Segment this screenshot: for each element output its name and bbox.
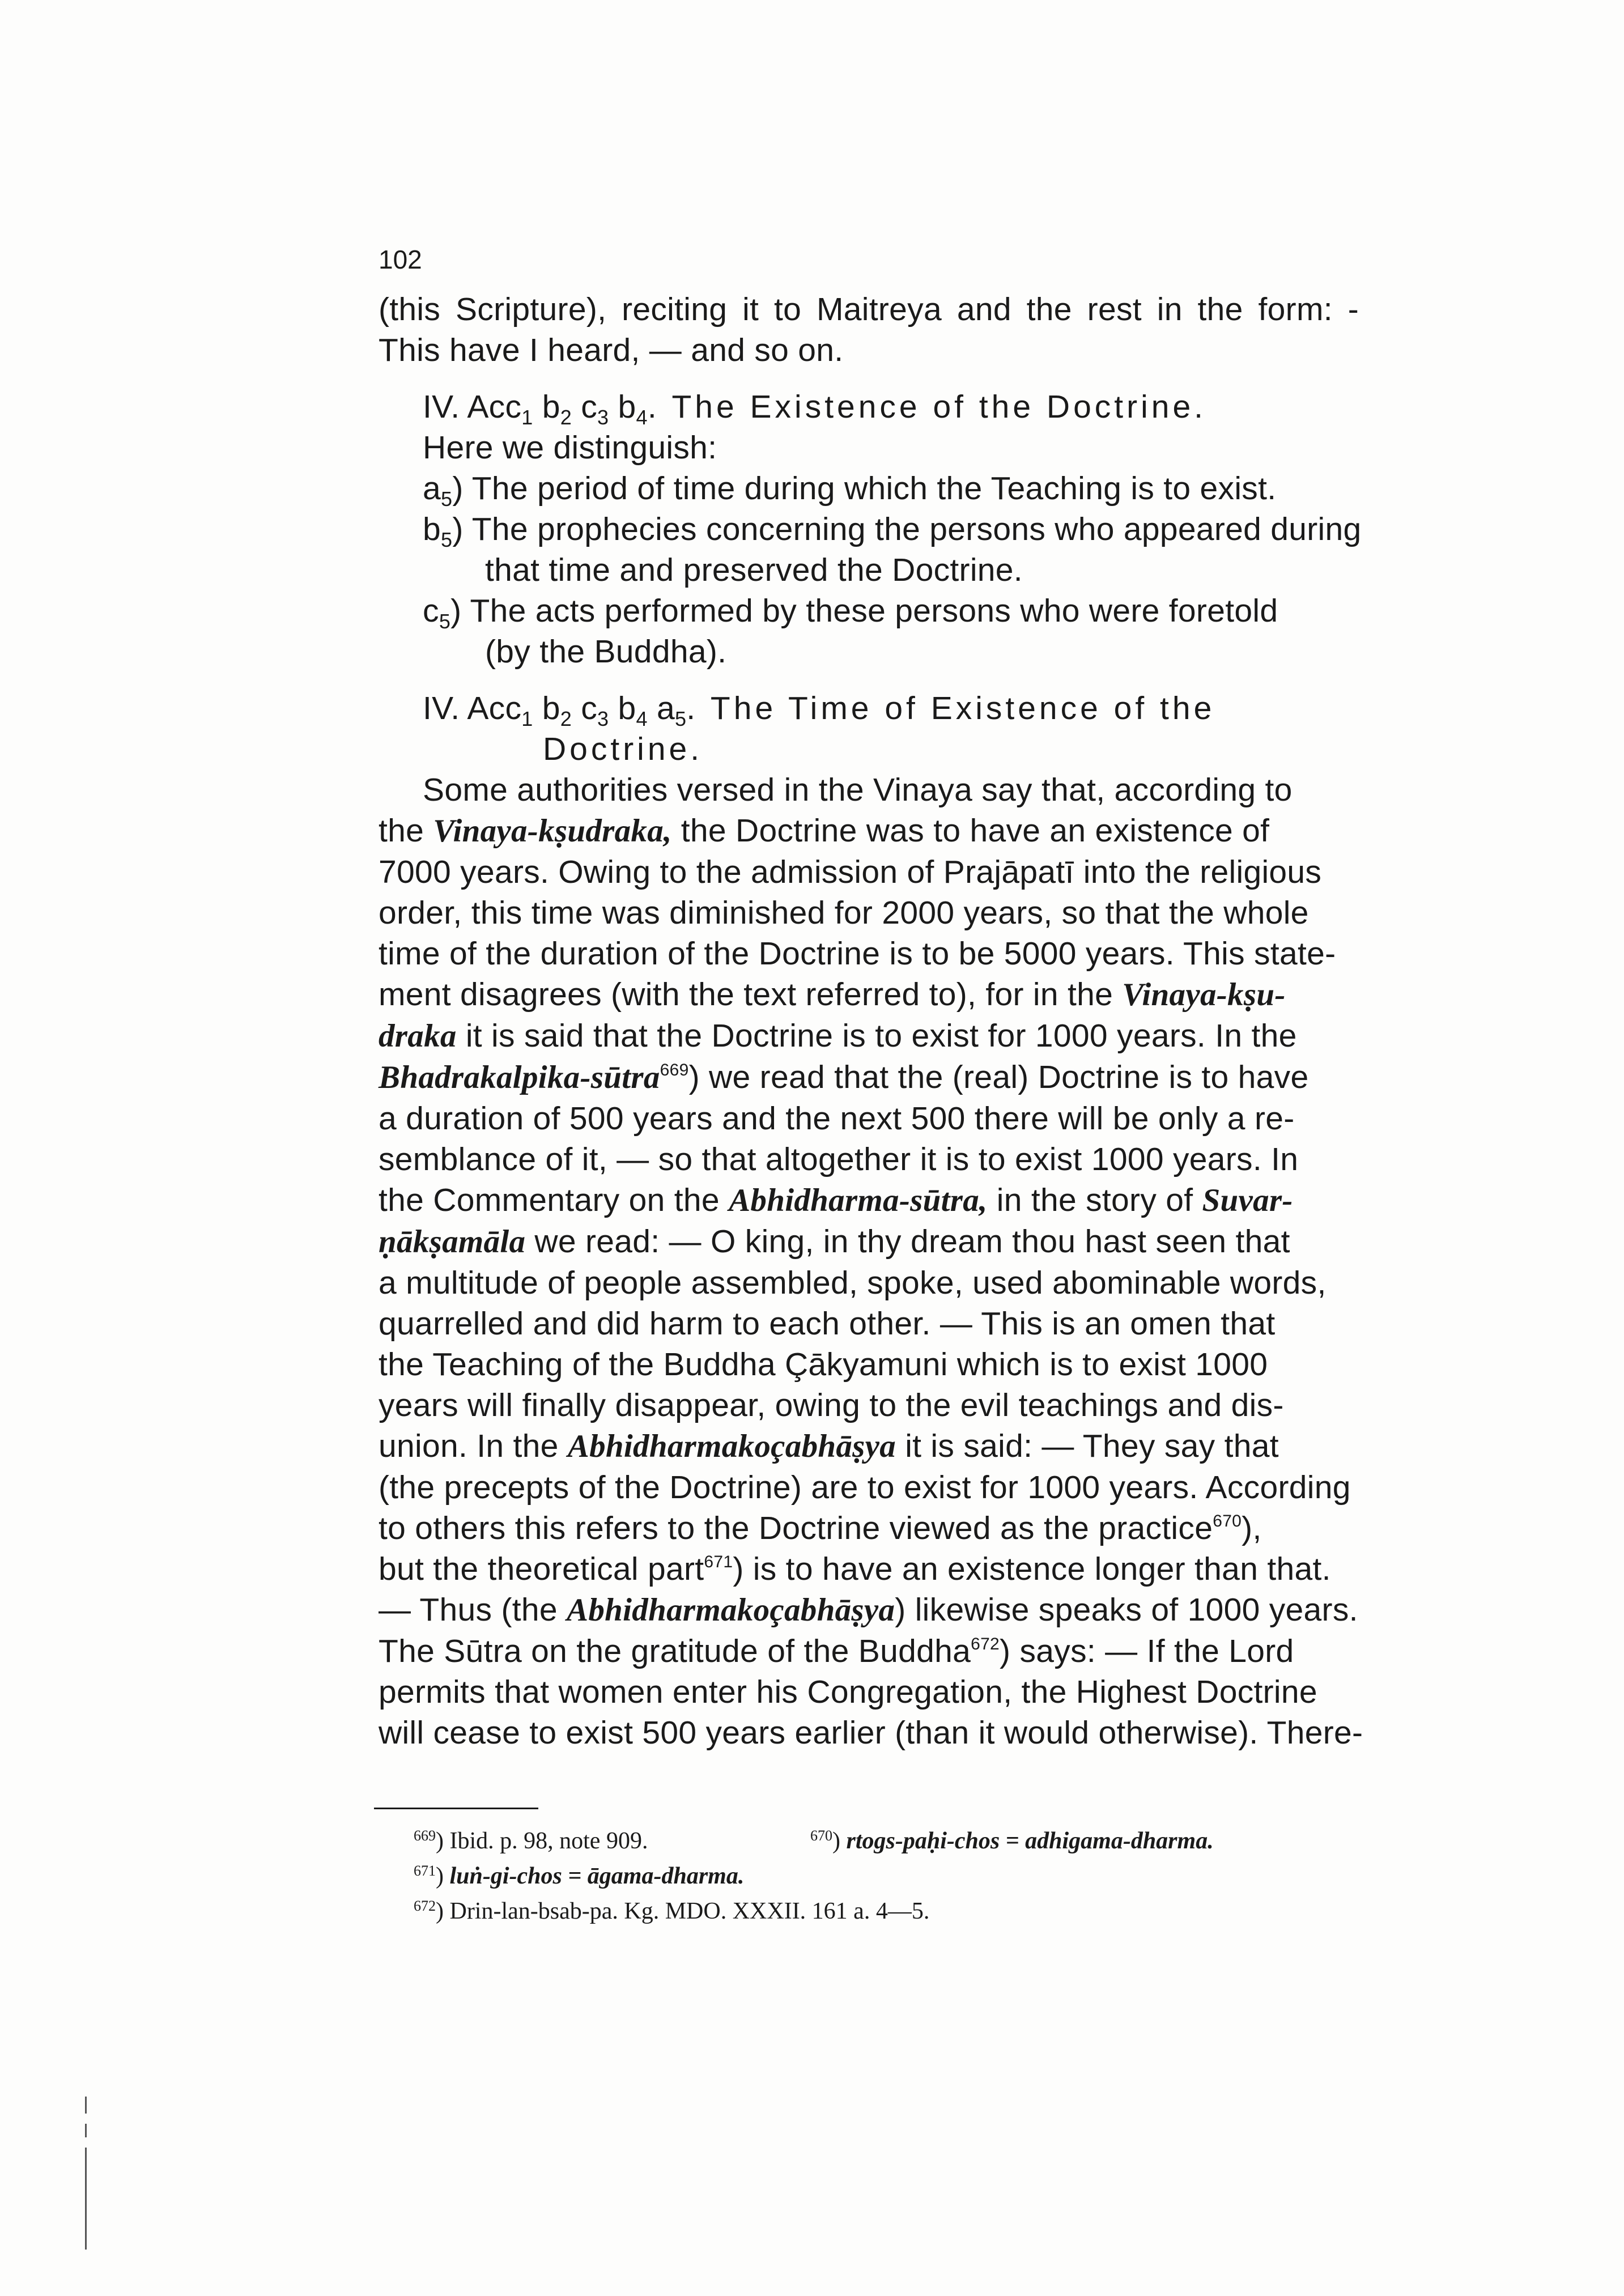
heading-part: b	[609, 690, 636, 726]
subscript: 1	[521, 406, 533, 429]
text-line: quarrelled and did harm to each other. — This is an omen that	[379, 1306, 1276, 1342]
subscript: 5	[439, 610, 451, 633]
text-line	[379, 810, 1359, 852]
text-line: (the precepts of the Doctrine) are to exist for 1000 years. According	[379, 1469, 1351, 1506]
footnote-text: ) Drin-lan-bsab-pa. Kg. MDO. XXXII. 161 a. 4—5.	[436, 1898, 930, 1924]
text-line	[379, 1589, 1359, 1631]
subscript: 4	[636, 406, 648, 429]
text-line: a duration of 500 years and the next 500 there will be only a re-	[379, 1100, 1295, 1137]
footnote-number: 672	[414, 1898, 436, 1914]
list-text-cont: that time and preserved the Doctrine.	[485, 552, 1023, 588]
text-line: time of the duration of the Doctrine is to be 5000 years. This state-	[379, 936, 1336, 972]
subscript: 2	[560, 406, 572, 429]
subscript: 3	[597, 707, 609, 730]
text-part: union. In the	[379, 1428, 568, 1464]
subscript: 2	[560, 707, 572, 730]
footnote-divider	[374, 1808, 538, 1809]
footnote-ref: 672	[971, 1635, 1000, 1653]
text-part: ),	[1242, 1510, 1262, 1546]
heading-part: IV. Acc	[423, 389, 522, 425]
list-text: ) The acts performed by these persons who were foretold	[450, 593, 1278, 629]
margin-mark	[85, 2097, 87, 2114]
list-item-b5	[379, 509, 1362, 551]
footnote-number: 669	[414, 1827, 436, 1844]
text-part: ment disagrees (with the text referred to), for in the	[379, 976, 1123, 1013]
text-part: The Sūtra on the gratitude of the Buddha	[379, 1633, 971, 1669]
text-line: the Teaching of the Buddha Çākyamuni which is to exist 1000	[379, 1346, 1268, 1383]
book-title: Bhadrakalpika-sūtra	[379, 1060, 660, 1095]
footnotes	[414, 1823, 1377, 1929]
text-part: — Thus (the	[379, 1592, 567, 1628]
list-item-a5	[379, 468, 1359, 509]
footnote-669	[414, 1828, 648, 1854]
body-text	[379, 289, 1363, 1753]
heading-part: b	[533, 389, 560, 425]
heading-part: a	[647, 690, 675, 726]
text-part: to others this refers to the Doctrine viewed as the practice	[379, 1510, 1213, 1546]
book-title: Abhidharmakoçabhāṣya	[567, 1592, 895, 1628]
subscript: 1	[521, 707, 533, 730]
list-text-cont: (by the Buddha).	[485, 633, 727, 670]
spacer	[379, 672, 1359, 688]
text-part: it is said that the Doctrine is to exist for 1000 years. In the	[456, 1018, 1297, 1054]
footnote-ref: 669	[660, 1061, 689, 1079]
text-part: it is said: — They say that	[896, 1428, 1279, 1464]
text-line: will cease to exist 500 years earlier (than it would otherwise). There-	[379, 1715, 1363, 1751]
footnote-ref: 670	[1213, 1512, 1242, 1530]
text-part: but the theoretical part	[379, 1551, 704, 1587]
text-line: Here we distinguish:	[423, 430, 717, 466]
footnote-ref: 671	[704, 1553, 733, 1571]
text-line: (this Scripture), reciting it to Maitreya and the rest in the form: -	[379, 291, 1359, 328]
heading-part: b	[533, 690, 560, 726]
subscript: 5	[674, 707, 687, 730]
text-part: ) is to have an existence longer than that.	[733, 1551, 1331, 1587]
text-part: the Commentary on the	[379, 1182, 729, 1218]
footnote-text: )	[436, 1863, 450, 1889]
book-title: Suvar-	[1202, 1183, 1293, 1218]
text-line	[379, 974, 1359, 1015]
section-heading	[379, 386, 1359, 427]
book-title: Vinaya-kṣudraka,	[433, 813, 672, 849]
text-part: ) we read that the (real) Doctrine is to have	[688, 1059, 1309, 1095]
margin-mark	[85, 2148, 87, 2250]
text-line	[379, 1549, 1359, 1589]
text-line: semblance of it, — so that altogether it is to exist 1000 years. In	[379, 1141, 1299, 1177]
footnote-text: ) Ibid. p. 98, note 909.	[436, 1828, 648, 1854]
heading-title: . The Time of Existence of the	[686, 690, 1215, 726]
text-part: the	[379, 813, 433, 849]
footnote-number: 670	[810, 1827, 832, 1844]
text-line: permits that women enter his Congregation, the Highest Doctrine	[379, 1674, 1317, 1710]
heading-part: c	[572, 690, 598, 726]
text-line	[379, 1057, 1359, 1098]
footnote-672	[414, 1894, 1377, 1929]
text-line: years will finally disappear, owing to the evil teachings and dis-	[379, 1387, 1284, 1423]
text-part: we read: — O king, in thy dream thou hast seen that	[525, 1223, 1290, 1260]
footnote-term: rtogs-paḥi-chos = adhigama-dharma.	[846, 1828, 1214, 1854]
text-line: order, this time was diminished for 2000 years, so that the whole	[379, 895, 1309, 931]
text-line: 7000 years. Owing to the admission of Prajāpatī into the religious	[379, 854, 1322, 890]
subscript: 3	[597, 406, 609, 429]
footnote-row	[414, 1823, 1377, 1859]
text-part: in the story of	[987, 1182, 1202, 1218]
list-item-c5	[379, 590, 1359, 631]
footnote-text: )	[832, 1828, 847, 1854]
footnote-term: luṅ-gi-chos = āgama-dharma.	[449, 1863, 745, 1889]
text-line	[379, 1631, 1359, 1672]
text-line	[379, 1015, 1359, 1057]
list-marker: b	[423, 511, 441, 547]
heading-title: . The Existence of the Doctrine.	[647, 389, 1206, 425]
list-text: ) The prophecies concerning the persons who appeared during	[452, 511, 1362, 547]
text-part: ) likewise speaks of 1000 years.	[895, 1592, 1358, 1628]
page-number: 102	[379, 245, 422, 274]
heading-part: IV. Acc	[423, 690, 522, 726]
subscript: 5	[441, 528, 453, 551]
text-part: the Doctrine was to have an existence of	[671, 813, 1270, 849]
book-title: Abhidharma-sūtra,	[729, 1183, 988, 1218]
text-line	[379, 1426, 1359, 1467]
scan-margin-marks	[85, 2097, 87, 2267]
text-line	[379, 1221, 1359, 1262]
text-line: Some authorities versed in the Vinaya say that, according to	[423, 772, 1293, 808]
text-line	[379, 1180, 1359, 1221]
list-text: ) The period of time during which the Teaching is to exist.	[452, 470, 1277, 507]
text-line: a multitude of people assembled, spoke, used abominable words,	[379, 1265, 1327, 1301]
footnote-671	[414, 1859, 1377, 1894]
text-line: This have I heard, — and so on.	[379, 332, 844, 368]
heading-part: c	[572, 389, 598, 425]
heading-title-cont: Doctrine.	[543, 731, 703, 767]
subscript: 4	[636, 707, 648, 730]
book-title: draka	[379, 1018, 457, 1054]
margin-mark	[85, 2124, 87, 2137]
footnote-number: 671	[414, 1863, 436, 1879]
book-title: Vinaya-kṣu-	[1122, 977, 1286, 1013]
list-marker: c	[423, 593, 439, 629]
text-line	[379, 1508, 1359, 1549]
heading-part: b	[609, 389, 636, 425]
book-title: Abhidharmakoçabhāṣya	[567, 1428, 896, 1464]
section-heading	[379, 688, 1359, 729]
list-marker: a	[423, 470, 441, 507]
subscript: 5	[441, 487, 453, 511]
book-title: ṇākṣamāla	[379, 1224, 526, 1260]
footnote-670	[810, 1823, 1214, 1859]
spacer	[379, 371, 1359, 386]
text-part: ) says: — If the Lord	[1000, 1633, 1294, 1669]
